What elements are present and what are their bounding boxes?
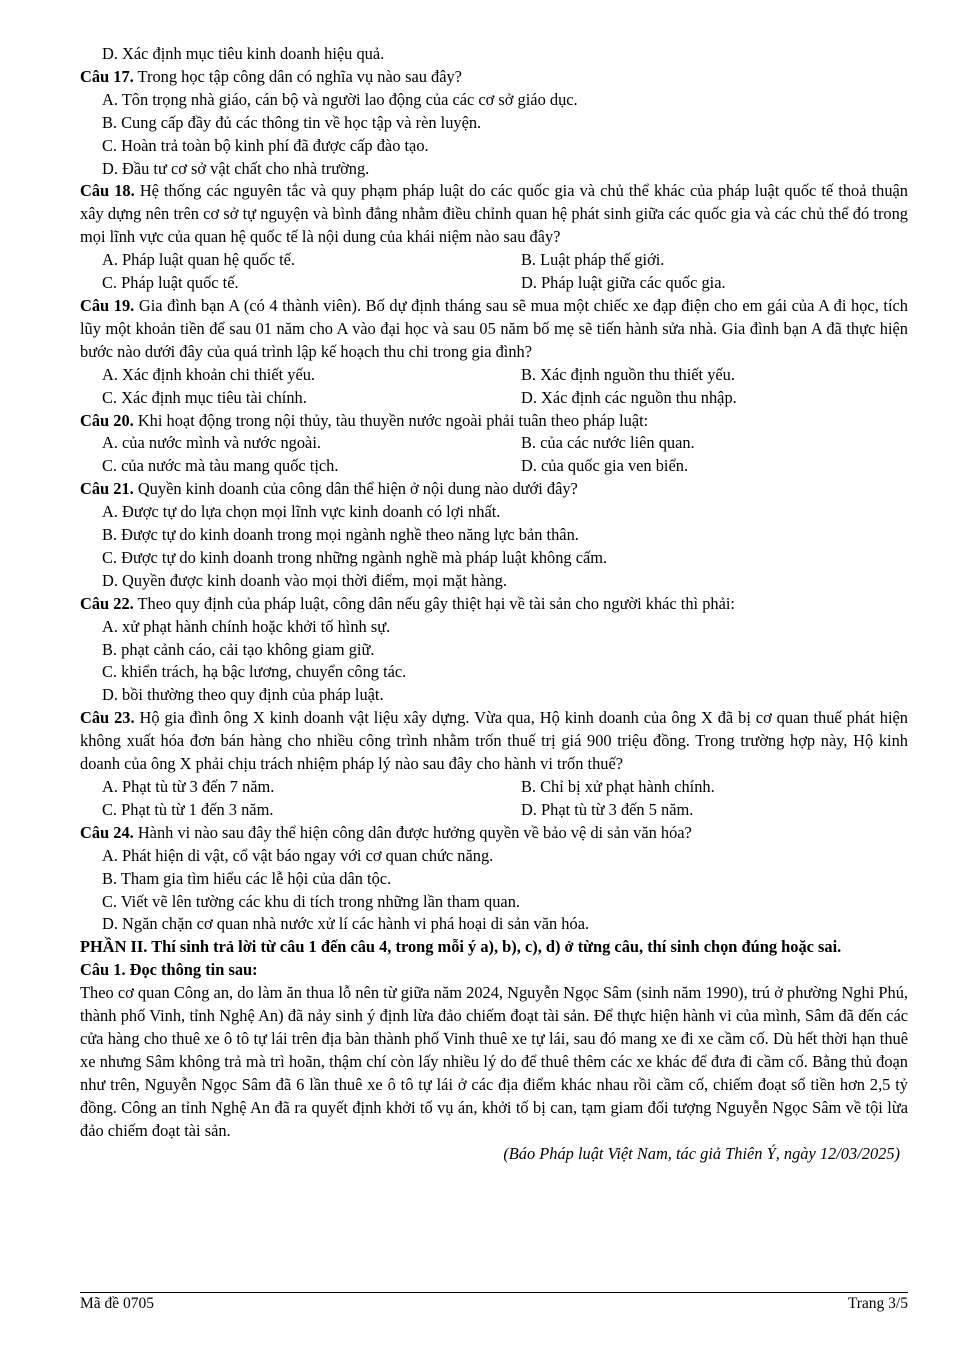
exam-code: Mã đề 0705	[80, 1295, 155, 1312]
q18-option-c: C. Pháp luật quốc tế.	[102, 273, 239, 293]
q23-label: Câu 23.	[80, 708, 135, 728]
q18-text: Hệ thống các nguyên tắc và quy phạm pháp luật do các quốc gia và chủ thể khác của pháp luật quốc tế thoả thuận xây dựng nên trên cơ sở tự nguyện và bình đẳng nhằm điều chỉnh quan hệ phát sinh giữa các quốc gia và các chủ thể đó trong mọi lĩnh vực của quan hệ quốc tế là nội dung của khái niệm nào sau đây?	[80, 181, 908, 247]
page-footer	[80, 1292, 908, 1313]
q17-stem	[80, 66, 908, 89]
q23-option-c: C. Phạt tù từ 1 đến 3 năm.	[102, 799, 274, 819]
q17-option-b: B. Cung cấp đầy đủ các thông tin về học tập và rèn luyện.	[102, 112, 482, 132]
q20-option-d: D. của quốc gia ven biển.	[521, 456, 689, 476]
q21-option-b: B. Được tự do kinh doanh trong mọi ngành nghề theo năng lực bản thân.	[102, 525, 579, 545]
part2-q1-label: Câu 1. Đọc thông tin sau:	[80, 960, 258, 980]
q20-label: Câu 20.	[80, 410, 134, 430]
q17-option-a: A. Tôn trọng nhà giáo, cán bộ và người lao động của các cơ sở giáo dục.	[102, 89, 578, 109]
q17-option-d: D. Đầu tư cơ sở vật chất cho nhà trường.	[102, 158, 370, 178]
q22-option-a: A. xử phạt hành chính hoặc khởi tố hình sự.	[102, 616, 391, 636]
q21-option-d: D. Quyền được kinh doanh vào mọi thời điểm, mọi mặt hàng.	[102, 570, 507, 590]
q22-option-d: D. bồi thường theo quy định của pháp luật.	[102, 685, 384, 705]
q19-options-row-2	[80, 387, 908, 410]
part2-q1-passage: Theo cơ quan Công an, do làm ăn thua lỗ nên từ giữa năm 2024, Nguyễn Ngọc Sâm (sinh năm 1990), trú ở phường Nghi Phú, thành phố Vinh, tỉnh Nghệ An) đã nảy sinh ý định lừa đảo chiếm đoạt tài sản. Để thực hiện hành vi của mình, Sâm đã đến các cửa hàng cho thuê xe ô tô tự lái trên địa bàn thành phố Vinh thuê xe tự lái, sau đó mang xe đi xe cầm cố. Dù hết thời hạn thuê xe nhưng Sâm không trả mà trì hoãn, thậm chí còn lấy nhiều lý do để thuê thêm các xe khác để đưa đi cầm cố. Bằng thủ đoạn như trên, Nguyễn Ngọc Sâm đã 6 lần thuê xe ô tô tự lái ở các địa điểm khác nhau rồi cầm cố, chiếm đoạt số tiền hơn 2,5 tỷ đồng. Công an tỉnh Nghệ An đã ra quyết định khởi tố vụ án, khởi tố bị can, tạm giam đối tượng Nguyễn Ngọc Sâm về tội lừa đảo chiếm đoạt tài sản.	[80, 983, 908, 1140]
q24-label: Câu 24.	[80, 822, 134, 842]
part2-heading: PHẦN II. Thí sinh trả lời từ câu 1 đến câu 4, trong mỗi ý a), b), c), d) ở từng câu, thí sinh chọn đúng hoặc sai.	[80, 937, 842, 957]
q20-option-c: C. của nước mà tàu mang quốc tịch.	[102, 456, 339, 476]
q18-stem	[80, 180, 908, 249]
q22-text: Theo quy định của pháp luật, công dân nếu gây thiệt hại về tài sản cho người khác thì phải:	[137, 593, 735, 613]
q19-option-a: A. Xác định khoản chi thiết yếu.	[102, 364, 316, 384]
q22-label: Câu 22.	[80, 593, 134, 613]
q24-text: Hành vi nào sau đây thể hiện công dân được hưởng quyền về bảo vệ di sản văn hóa?	[137, 822, 692, 842]
q21-stem	[80, 478, 908, 501]
q23-text: Hộ gia đình ông X kinh doanh vật liệu xây dựng. Vừa qua, Hộ kinh doanh của ông X đã bị cơ quan thuế phát hiện không xuất hóa đơn bán hàng cho nhiều công trình nhằm trốn thuế trị giá 900 triệu đồng. Trong trường hợp này, Hộ kinh doanh của ông X phải chịu trách nhiệm pháp lý nào sau đây cho hành vi trốn thuế?	[80, 708, 908, 774]
q17-option-c: C. Hoàn trả toàn bộ kinh phí đã được cấp đào tạo.	[102, 135, 429, 155]
q24-option-c: C. Viết vẽ lên tường các khu di tích trong những lần tham quan.	[102, 891, 520, 911]
q19-option-c: C. Xác định mục tiêu tài chính.	[102, 387, 307, 407]
q20-text: Khi hoạt động trong nội thủy, tàu thuyền nước ngoài phải tuân theo pháp luật:	[137, 410, 649, 430]
q23-option-b: B. Chỉ bị xử phạt hành chính.	[521, 777, 715, 796]
q20-stem	[80, 410, 908, 433]
q20-options-row-2	[80, 455, 908, 478]
q17-text: Trong học tập công dân có nghĩa vụ nào sau đây?	[137, 66, 462, 86]
q16-option-d: D. Xác định mục tiêu kinh doanh hiệu quả.	[102, 44, 385, 63]
q17-label: Câu 17.	[80, 66, 134, 86]
q19-options-row-1	[80, 364, 908, 387]
q18-label: Câu 18.	[80, 181, 135, 201]
q24-option-a: A. Phát hiện di vật, cổ vật báo ngay với cơ quan chức năng.	[102, 845, 494, 865]
q23-options-row-2	[80, 799, 908, 822]
q23-options-row-1	[80, 776, 908, 799]
q23-stem	[80, 707, 908, 776]
q23-option-d: D. Phạt tù từ 3 đến 5 năm.	[521, 799, 694, 819]
q18-option-b: B. Luật pháp thế giới.	[521, 250, 665, 270]
q19-text: Gia đình bạn A (có 4 thành viên). Bố dự định tháng sau sẽ mua một chiếc xe đạp điện cho em gái của A đi học, tích lũy một khoản tiền để sau 01 năm cho A vào đại học và sau 05 năm bố mẹ sẽ tiến hành sửa nhà. Gia đình bạn A đã thực hiện bước nào dưới đây của quá trình lập kế hoạch thu chi trong gia đình?	[80, 295, 908, 361]
q21-option-c: C. Được tự do kinh doanh trong những ngành nghề mà pháp luật không cấm.	[102, 547, 608, 567]
q20-option-a: A. của nước mình và nước ngoài.	[102, 433, 321, 453]
q23-option-a: A. Phạt tù từ 3 đến 7 năm.	[102, 777, 275, 796]
q24-option-b: B. Tham gia tìm hiểu các lễ hội của dân tộc.	[102, 868, 392, 888]
q21-text: Quyền kinh doanh của công dân thể hiện ở nội dung nào dưới đây?	[137, 479, 578, 499]
q20-options-row-1	[80, 432, 908, 455]
q19-option-b: B. Xác định nguồn thu thiết yếu.	[521, 364, 735, 384]
q24-option-d: D. Ngăn chặn cơ quan nhà nước xử lí các hành vi phá hoại di sản văn hóa.	[102, 914, 590, 934]
part2-q1-source: (Báo Pháp luật Việt Nam, tác giả Thiên Ý, ngày 12/03/2025)	[503, 1143, 900, 1163]
q18-options-row-2	[80, 272, 908, 295]
q19-option-d: D. Xác định các nguồn thu nhập.	[521, 387, 737, 407]
q19-stem	[80, 295, 908, 364]
q20-option-b: B. của các nước liên quan.	[521, 433, 695, 453]
q18-options-row-1	[80, 249, 908, 272]
q22-stem	[80, 593, 908, 616]
q24-stem	[80, 822, 908, 845]
q22-option-c: C. khiển trách, hạ bậc lương, chuyển công tác.	[102, 662, 407, 682]
q22-option-b: B. phạt cảnh cáo, cải tạo không giam giữ.	[102, 639, 375, 659]
q21-label: Câu 21.	[80, 479, 134, 499]
q18-option-a: A. Pháp luật quan hệ quốc tế.	[102, 250, 295, 270]
q19-label: Câu 19.	[80, 295, 135, 315]
q18-option-d: D. Pháp luật giữa các quốc gia.	[521, 273, 726, 293]
page-number: Trang 3/5	[847, 1295, 908, 1312]
exam-page	[80, 43, 908, 1165]
q21-option-a: A. Được tự do lựa chọn mọi lĩnh vực kinh doanh có lợi nhất.	[102, 502, 501, 522]
